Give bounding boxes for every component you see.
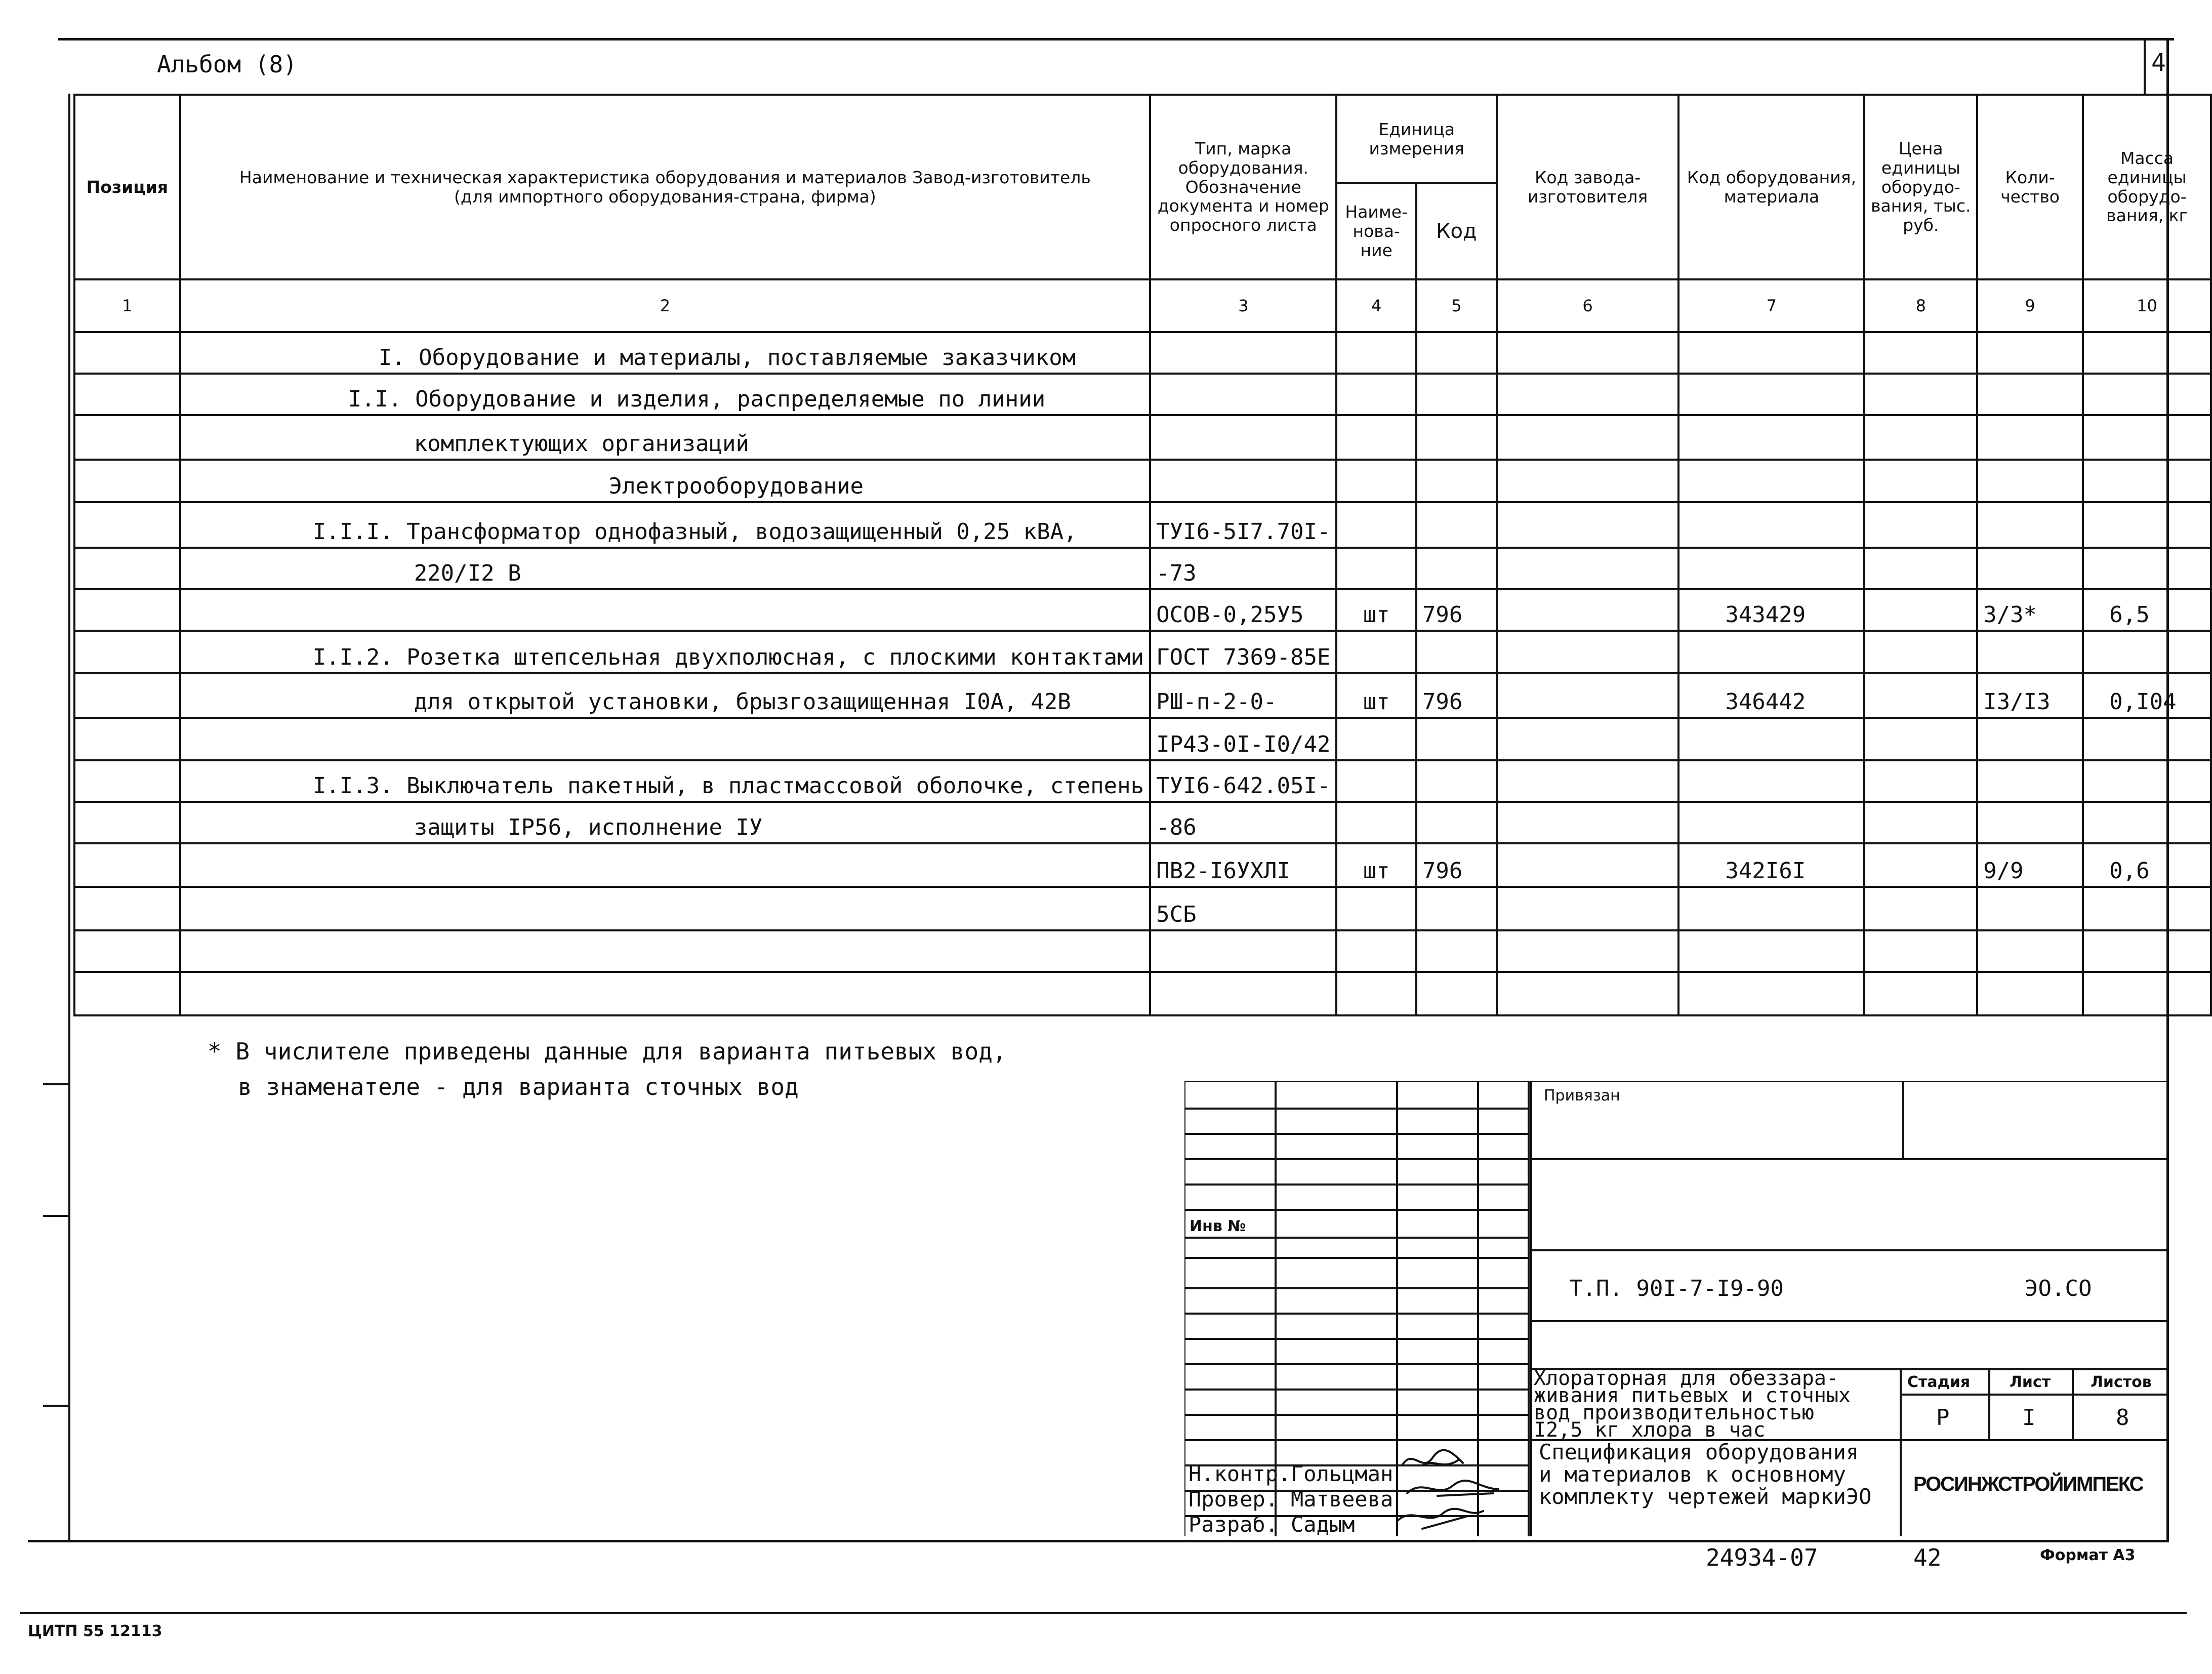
cell-quantity bbox=[1977, 760, 2083, 802]
cell-position bbox=[74, 673, 180, 718]
cell-factory-code bbox=[1497, 972, 1678, 1015]
cell-name: 220/I2 В bbox=[180, 548, 1150, 589]
object-title-line-2: живания питьевых и сточных bbox=[1534, 1384, 1851, 1407]
cell-unit-code bbox=[1416, 460, 1497, 502]
table-row bbox=[74, 332, 2211, 374]
cell-type: IP43-0I-I0/42 bbox=[1150, 718, 1336, 760]
cell-quantity: 9/9 bbox=[1977, 843, 2083, 887]
cell-equipment-code bbox=[1678, 930, 1864, 972]
col-number: 1 bbox=[74, 279, 180, 332]
col-number: 5 bbox=[1416, 279, 1497, 332]
sheet-number-divider bbox=[2144, 38, 2146, 94]
table-row bbox=[74, 930, 2211, 972]
cell-type bbox=[1150, 930, 1336, 972]
cell-mass bbox=[2083, 718, 2211, 760]
cell-quantity bbox=[1977, 548, 2083, 589]
sheets-value: 8 bbox=[2116, 1405, 2129, 1431]
col-header-price: Цена единицы оборудо- вания, тыс. руб. bbox=[1864, 95, 1977, 279]
footnote-line-2: в знаменателе - для варианта сточных вод bbox=[238, 1073, 799, 1100]
cell-position bbox=[74, 930, 180, 972]
cell-position bbox=[74, 631, 180, 673]
cell-unit-name bbox=[1336, 760, 1416, 802]
table-row bbox=[74, 374, 2211, 415]
cell-quantity bbox=[1977, 930, 2083, 972]
cell-price bbox=[1864, 887, 1977, 930]
cell-price bbox=[1864, 930, 1977, 972]
cell-name: I.I. Оборудование и изделия, распределяемые по линии bbox=[180, 374, 1150, 415]
document-designation: Т.П. 90I-7-I9-90 bbox=[1569, 1276, 1784, 1301]
object-title-line-4: I2,5 кг хлора в час bbox=[1534, 1418, 1766, 1442]
cell-position bbox=[74, 843, 180, 887]
cell-price bbox=[1864, 460, 1977, 502]
binding-tick-1 bbox=[43, 1083, 68, 1085]
frame-left-line bbox=[68, 94, 70, 1541]
sheet-value: I bbox=[2022, 1405, 2036, 1431]
cell-quantity bbox=[1977, 802, 2083, 843]
cell-mass bbox=[2083, 548, 2211, 589]
cell-name bbox=[180, 843, 1150, 887]
drawing-mark: ЭО.СО bbox=[2025, 1276, 2092, 1301]
col-header-mass: Масса единицы оборудо- вания, кг bbox=[2083, 95, 2211, 279]
col-number: 4 bbox=[1336, 279, 1416, 332]
stage-label: Стадия bbox=[1907, 1373, 1971, 1391]
cell-mass bbox=[2083, 415, 2211, 460]
cell-price bbox=[1864, 374, 1977, 415]
cell-unit-code bbox=[1416, 548, 1497, 589]
col-number: 6 bbox=[1497, 279, 1678, 332]
cell-unit-name bbox=[1336, 930, 1416, 972]
cell-equipment-code bbox=[1678, 374, 1864, 415]
cell-factory-code bbox=[1497, 930, 1678, 972]
cell-unit-code: 796 bbox=[1416, 843, 1497, 887]
table-row bbox=[74, 415, 2211, 460]
table-row bbox=[74, 548, 2211, 589]
cell-name bbox=[180, 887, 1150, 930]
cell-type bbox=[1150, 374, 1336, 415]
signer-name: Гольцман bbox=[1291, 1461, 1394, 1486]
cell-mass: 0,I04 bbox=[2083, 673, 2211, 718]
col-number: 9 bbox=[1977, 279, 2083, 332]
cell-mass bbox=[2083, 502, 2211, 548]
cell-factory-code bbox=[1497, 415, 1678, 460]
doc-title-line-3: комплекту чертежей маркиЭО bbox=[1539, 1484, 1872, 1509]
cell-quantity bbox=[1977, 972, 2083, 1015]
album-label: Альбом (8) bbox=[157, 51, 297, 78]
cell-name: I.I.2. Розетка штепсельная двухполюсная, с плоскими контактами bbox=[180, 631, 1150, 673]
table-row bbox=[74, 673, 2211, 718]
cell-price bbox=[1864, 802, 1977, 843]
signer-name: Матвеева bbox=[1291, 1487, 1394, 1512]
cell-unit-code bbox=[1416, 332, 1497, 374]
cell-position bbox=[74, 374, 180, 415]
binding-tick-3 bbox=[43, 1405, 68, 1407]
frame-bottom-line bbox=[28, 1540, 2169, 1542]
cell-equipment-code: 343429 bbox=[1678, 589, 1864, 631]
cell-mass bbox=[2083, 972, 2211, 1015]
cell-quantity bbox=[1977, 631, 2083, 673]
signature-2 bbox=[1407, 1481, 1498, 1496]
cell-unit-code bbox=[1416, 502, 1497, 548]
cell-price bbox=[1864, 760, 1977, 802]
cell-equipment-code bbox=[1678, 972, 1864, 1015]
cell-quantity bbox=[1977, 374, 2083, 415]
cell-price bbox=[1864, 332, 1977, 374]
cell-quantity: 3/3* bbox=[1977, 589, 2083, 631]
cell-equipment-code bbox=[1678, 631, 1864, 673]
cell-factory-code bbox=[1497, 631, 1678, 673]
cell-position bbox=[74, 887, 180, 930]
cell-equipment-code bbox=[1678, 415, 1864, 460]
archive-code: 24934-07 bbox=[1706, 1544, 1818, 1571]
cell-mass: 6,5 bbox=[2083, 589, 2211, 631]
cell-unit-code bbox=[1416, 930, 1497, 972]
table-row bbox=[74, 460, 2211, 502]
cell-mass bbox=[2083, 930, 2211, 972]
table-row bbox=[74, 802, 2211, 843]
footnote-line-1: * В числителе приведены данные для варианта питьевых вод, bbox=[208, 1038, 1007, 1065]
cell-factory-code bbox=[1497, 374, 1678, 415]
cell-unit-name bbox=[1336, 415, 1416, 460]
cell-equipment-code: 342I6I bbox=[1678, 843, 1864, 887]
cell-name: I.I.3. Выключатель пакетный, в пластмассовой оболочке, степень bbox=[180, 760, 1150, 802]
cell-unit-name bbox=[1336, 887, 1416, 930]
col-header-unit-code: Код bbox=[1416, 183, 1497, 279]
cell-mass: 0,6 bbox=[2083, 843, 2211, 887]
table-row bbox=[74, 718, 2211, 760]
col-header-equipment-code: Код оборудования, материала bbox=[1678, 95, 1864, 279]
cell-price bbox=[1864, 972, 1977, 1015]
cell-position bbox=[74, 718, 180, 760]
cell-unit-name: шт bbox=[1336, 843, 1416, 887]
cell-unit-code bbox=[1416, 760, 1497, 802]
page-code: 42 bbox=[1913, 1544, 1942, 1571]
cell-name bbox=[180, 972, 1150, 1015]
signer-role: Провер. bbox=[1189, 1487, 1279, 1512]
cell-type bbox=[1150, 972, 1336, 1015]
cell-equipment-code bbox=[1678, 802, 1864, 843]
sheet-number: 4 bbox=[2151, 49, 2166, 77]
cell-factory-code bbox=[1497, 718, 1678, 760]
cell-mass bbox=[2083, 332, 2211, 374]
doc-title-line-1: Спецификация оборудования bbox=[1539, 1440, 1859, 1464]
cell-equipment-code: 346442 bbox=[1678, 673, 1864, 718]
cell-name bbox=[180, 718, 1150, 760]
cell-price bbox=[1864, 718, 1977, 760]
cell-equipment-code bbox=[1678, 332, 1864, 374]
cell-unit-code bbox=[1416, 972, 1497, 1015]
cell-price bbox=[1864, 843, 1977, 887]
cell-quantity bbox=[1977, 332, 2083, 374]
cell-equipment-code bbox=[1678, 502, 1864, 548]
cell-unit-name bbox=[1336, 548, 1416, 589]
cell-position bbox=[74, 802, 180, 843]
cell-unit-name bbox=[1336, 972, 1416, 1015]
cell-factory-code bbox=[1497, 760, 1678, 802]
cell-type: ГОСТ 7369-85Е bbox=[1150, 631, 1336, 673]
cell-type: -73 bbox=[1150, 548, 1336, 589]
col-number: 3 bbox=[1150, 279, 1336, 332]
cell-equipment-code bbox=[1678, 718, 1864, 760]
cell-name bbox=[180, 930, 1150, 972]
cell-type: ПВ2-I6УХЛI bbox=[1150, 843, 1336, 887]
cell-equipment-code bbox=[1678, 887, 1864, 930]
cell-unit-name bbox=[1336, 802, 1416, 843]
col-header-factory-code: Код завода- изготовителя bbox=[1497, 95, 1678, 279]
col-header-position: Позиция bbox=[74, 95, 180, 279]
col-number: 2 bbox=[180, 279, 1150, 332]
cell-unit-code bbox=[1416, 374, 1497, 415]
cell-unit-name bbox=[1336, 374, 1416, 415]
cell-price bbox=[1864, 631, 1977, 673]
cell-type: -86 bbox=[1150, 802, 1336, 843]
cell-type: ТУI6-642.05I- bbox=[1150, 760, 1336, 802]
cell-unit-name bbox=[1336, 718, 1416, 760]
cell-equipment-code bbox=[1678, 548, 1864, 589]
stage-value: Р bbox=[1936, 1405, 1950, 1431]
table-row bbox=[74, 589, 2211, 631]
cell-factory-code bbox=[1497, 589, 1678, 631]
table-row bbox=[74, 502, 2211, 548]
cell-position bbox=[74, 589, 180, 631]
sheets-label: Листов bbox=[2091, 1373, 2152, 1391]
cell-unit-name bbox=[1336, 332, 1416, 374]
object-title-line-3: вод производительностью bbox=[1534, 1401, 1814, 1424]
inventory-number-label: Инв № bbox=[1190, 1217, 1246, 1235]
cell-quantity: I3/I3 bbox=[1977, 673, 2083, 718]
doc-title-line-2: и материалов к основному bbox=[1539, 1462, 1846, 1487]
cell-unit-name: шт bbox=[1336, 673, 1416, 718]
cell-name: защиты IP56, исполнение IУ bbox=[180, 802, 1150, 843]
cell-type: 5СБ bbox=[1150, 887, 1336, 930]
signer-name: Садым bbox=[1291, 1512, 1355, 1537]
organization-name: РОСИНЖСТРОЙИМПЕКС bbox=[1913, 1473, 2143, 1495]
privyazan-label: Привязан bbox=[1544, 1087, 1620, 1105]
cell-quantity bbox=[1977, 718, 2083, 760]
specification-table bbox=[73, 94, 2212, 1016]
cell-unit-code: 796 bbox=[1416, 589, 1497, 631]
table-row bbox=[74, 843, 2211, 887]
cell-position bbox=[74, 548, 180, 589]
cell-unit-code bbox=[1416, 802, 1497, 843]
cell-name: для открытой установки, брызгозащищенная I0А, 42В bbox=[180, 673, 1150, 718]
col-header-type: Тип, марка оборудования. Обозначение документа и номер опросного листа bbox=[1150, 95, 1336, 279]
table-row bbox=[74, 972, 2211, 1015]
cell-name: I.I.I. Трансформатор однофазный, водозащищенный 0,25 кВА, bbox=[180, 502, 1150, 548]
cell-factory-code bbox=[1497, 843, 1678, 887]
cell-name bbox=[180, 589, 1150, 631]
cell-type bbox=[1150, 460, 1336, 502]
cell-factory-code bbox=[1497, 548, 1678, 589]
table-row bbox=[74, 760, 2211, 802]
binding-tick-2 bbox=[43, 1215, 68, 1217]
col-number: 7 bbox=[1678, 279, 1864, 332]
print-stamp: ЦИТП 55 12113 bbox=[28, 1622, 162, 1640]
cell-mass bbox=[2083, 760, 2211, 802]
cell-name: I. Оборудование и материалы, поставляемые заказчиком bbox=[180, 332, 1150, 374]
signature-3 bbox=[1397, 1509, 1483, 1529]
signatures bbox=[1392, 1443, 1544, 1544]
cell-type: ТУI6-5I7.70I- bbox=[1150, 502, 1336, 548]
cell-name: комплектующих организаций bbox=[180, 415, 1150, 460]
signer-role: Разраб. bbox=[1189, 1512, 1279, 1537]
cell-price bbox=[1864, 502, 1977, 548]
cell-unit-name bbox=[1336, 460, 1416, 502]
cell-mass bbox=[2083, 887, 2211, 930]
cell-quantity bbox=[1977, 502, 2083, 548]
cell-mass bbox=[2083, 374, 2211, 415]
cell-position bbox=[74, 460, 180, 502]
cell-factory-code bbox=[1497, 460, 1678, 502]
cell-equipment-code bbox=[1678, 760, 1864, 802]
page-edge-line bbox=[20, 1612, 2187, 1614]
cell-mass bbox=[2083, 460, 2211, 502]
cell-unit-code bbox=[1416, 718, 1497, 760]
cell-unit-name: шт bbox=[1336, 589, 1416, 631]
cell-position bbox=[74, 502, 180, 548]
title-block bbox=[1184, 1081, 2166, 1536]
cell-mass bbox=[2083, 631, 2211, 673]
cell-mass bbox=[2083, 802, 2211, 843]
format-label: Формат А3 bbox=[2040, 1546, 2136, 1564]
col-header-name: Наименование и техническая характеристика оборудования и материалов Завод-изготовитель (для импортного оборудования-страна, фирма) bbox=[180, 95, 1150, 279]
cell-unit-name bbox=[1336, 631, 1416, 673]
cell-factory-code bbox=[1497, 802, 1678, 843]
cell-factory-code bbox=[1497, 332, 1678, 374]
cell-quantity bbox=[1977, 460, 2083, 502]
cell-name: Электрооборудование bbox=[180, 460, 1150, 502]
cell-position bbox=[74, 415, 180, 460]
cell-price bbox=[1864, 673, 1977, 718]
sheet-label: Лист bbox=[2010, 1373, 2051, 1391]
object-title-line-1: Хлораторная для обеззара- bbox=[1534, 1367, 1839, 1390]
table-row bbox=[74, 887, 2211, 930]
cell-type: РШ-п-2-0- bbox=[1150, 673, 1336, 718]
cell-position bbox=[74, 332, 180, 374]
cell-unit-code: 796 bbox=[1416, 673, 1497, 718]
col-number: 8 bbox=[1864, 279, 1977, 332]
cell-unit-code bbox=[1416, 631, 1497, 673]
col-header-unit-name: Наиме- нова- ние bbox=[1336, 183, 1416, 279]
cell-factory-code bbox=[1497, 887, 1678, 930]
cell-price bbox=[1864, 415, 1977, 460]
cell-position bbox=[74, 972, 180, 1015]
cell-unit-name bbox=[1336, 502, 1416, 548]
cell-quantity bbox=[1977, 887, 2083, 930]
cell-quantity bbox=[1977, 415, 2083, 460]
cell-price bbox=[1864, 589, 1977, 631]
signature-1 bbox=[1402, 1450, 1463, 1465]
signer-role: Н.контр. bbox=[1189, 1461, 1291, 1486]
cell-equipment-code bbox=[1678, 460, 1864, 502]
cell-type bbox=[1150, 415, 1336, 460]
cell-type bbox=[1150, 332, 1336, 374]
frame-top-line bbox=[58, 38, 2174, 40]
col-header-unit: Единица измерения bbox=[1336, 95, 1496, 183]
table-row bbox=[74, 631, 2211, 673]
cell-factory-code bbox=[1497, 502, 1678, 548]
cell-position bbox=[74, 760, 180, 802]
cell-unit-code bbox=[1416, 415, 1497, 460]
col-header-quantity: Коли- чество bbox=[1977, 95, 2083, 279]
cell-unit-code bbox=[1416, 887, 1497, 930]
cell-price bbox=[1864, 548, 1977, 589]
col-number: 10 bbox=[2083, 279, 2211, 332]
cell-type: ОСОВ-0,25У5 bbox=[1150, 589, 1336, 631]
cell-factory-code bbox=[1497, 673, 1678, 718]
